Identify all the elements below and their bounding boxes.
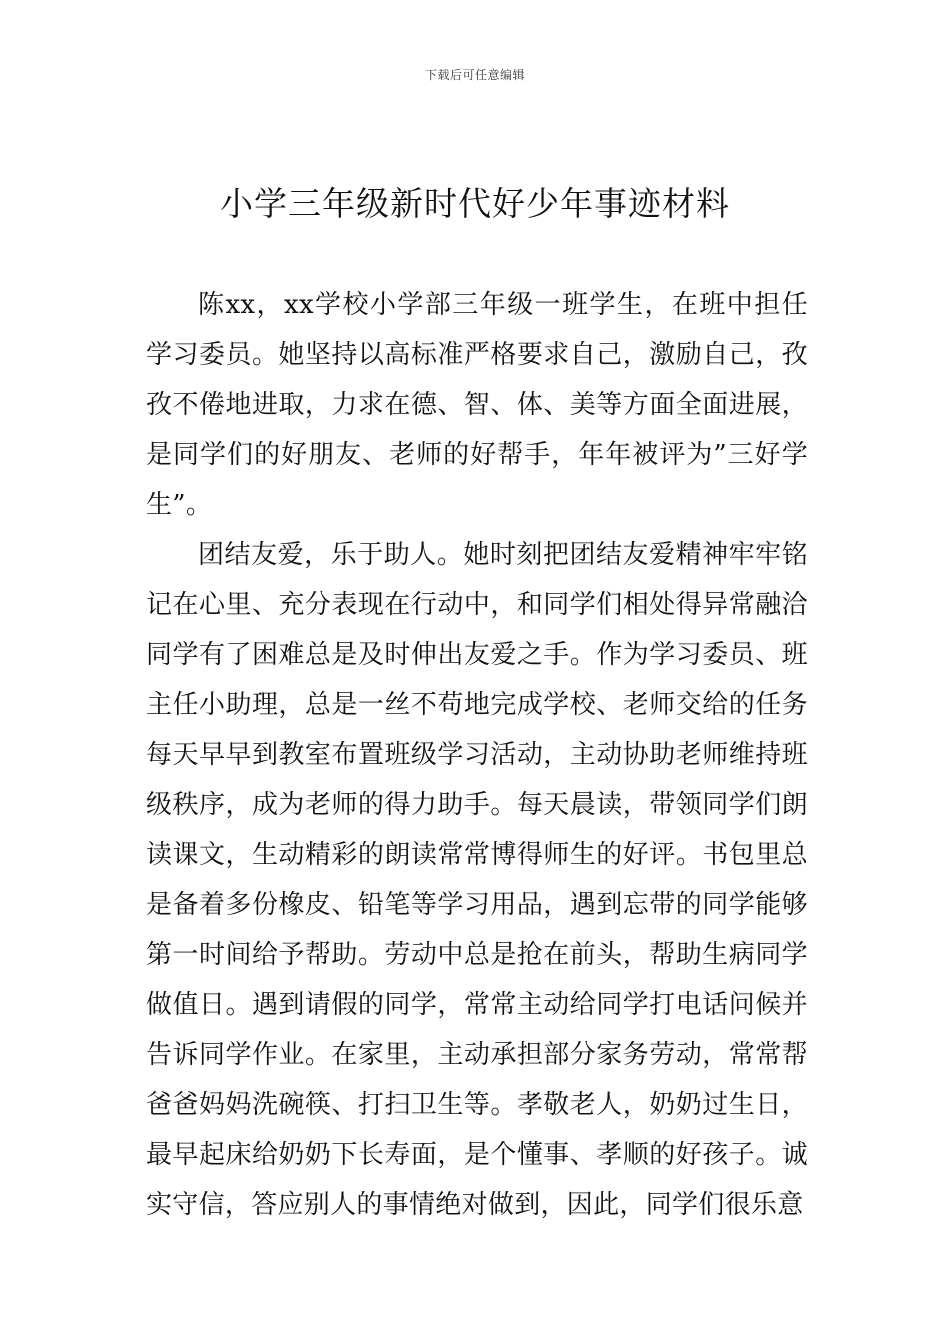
header-note: 下载后可任意编辑 (424, 68, 525, 82)
document-body (146, 280, 808, 1230)
document-title: 小学三年级新时代好少年事迹材料 (220, 184, 730, 223)
paragraph-unity: 团结友爱，乐于助人。她时刻把团结友爱精神牢牢铭记在心里、充分表现在行动中，和同学们相处得异常融洽同学有了困难总是及时伸出友爱之手。作为学习委员、班主任小助理，总是一丝不苟地完成学校、老师交给的任务每天早早到教室布置班级学习活动，主动协助老师维持班级秩序，成为老师的得力助手。每天晨读，带领同学们朗读课文，生动精彩的朗读常常博得师生的好评。书包里总是备着多份橡皮、铅笔等学习用品，遇到忘带的同学能够第一时间给予帮助。劳动中总是抢在前头，帮助生病同学做值日。遇到请假的同学，常常主动给同学打电话问候并告诉同学作业。在家里，主动承担部分家务劳动，常常帮爸爸妈妈洗碗筷、打扫卫生等。孝敬老人，奶奶过生日，最早起床给奶奶下长寿面，是个懂事、孝顺的好孩子。诚实守信，答应别人的事情绝对做到，因此，同学们很乐意 (146, 540, 808, 1220)
paragraph-intro: 陈xx，xx学校小学部三年级一班学生，在班中担任学习委员。她坚持以高标准严格要求自己，激励自己，孜孜不倦地进取，力求在德、智、体、美等方面全面进展，是同学们的好朋友、老师的好帮手，年年被评为”三好学生”。 (146, 290, 808, 520)
